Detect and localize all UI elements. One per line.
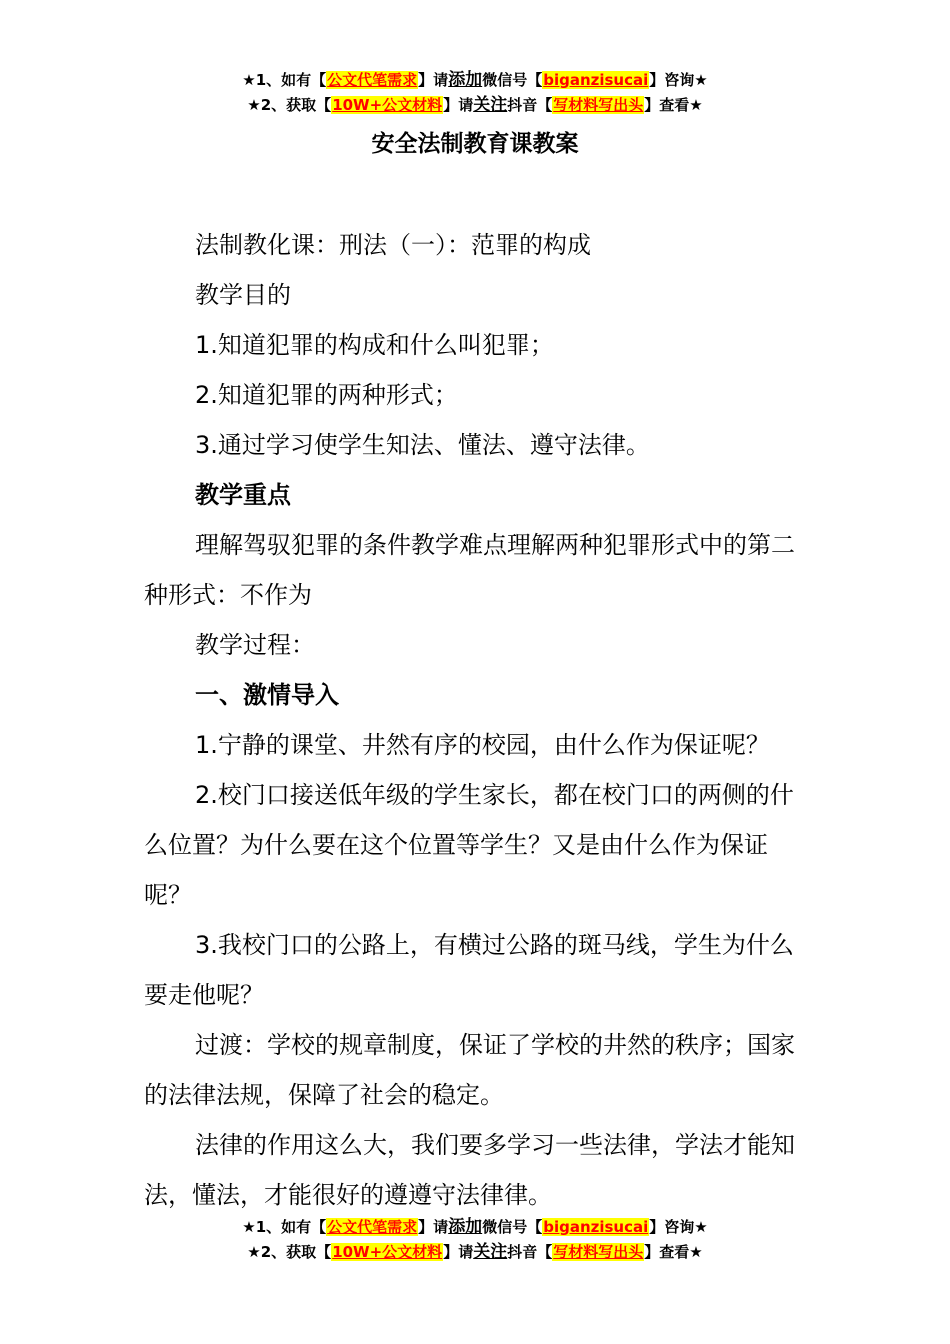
promo-text: 】请	[418, 71, 449, 89]
section-key-points-heading: 教学重点	[195, 481, 291, 509]
promo-text: 】查看★	[644, 96, 703, 114]
promo-highlight: biganzisucai	[543, 71, 649, 89]
objective-item: 2.知道犯罪的两种形式；	[195, 381, 458, 409]
promo-highlight: 写材料写出头	[553, 1243, 644, 1261]
promo-highlight: 公文代笔需求	[327, 1218, 418, 1236]
document-title: 安全法制教育课教案	[371, 131, 579, 157]
promo-text: 微信号【	[482, 71, 543, 89]
promo-line-2	[0, 93, 950, 118]
promo-line-1	[0, 1215, 950, 1240]
promo-text: 】咨询★	[649, 71, 708, 89]
promo-notice-header	[0, 68, 950, 118]
promo-text: 微信号【	[482, 1218, 543, 1236]
question-item: 1.宁静的课堂、井然有序的校园，由什么作为保证呢？	[195, 731, 770, 759]
promo-underlined: 添加	[448, 1217, 483, 1237]
promo-text: ★2、获取【	[247, 1243, 332, 1261]
promo-text: ★1、如有【	[242, 1218, 327, 1236]
promo-highlight: 公文代笔需求	[327, 71, 418, 89]
promo-line-2	[0, 1240, 950, 1265]
promo-highlight: 10W+公文材料	[332, 1243, 443, 1261]
promo-underlined: 关注	[473, 1242, 508, 1262]
section-objectives-heading: 教学目的	[195, 281, 291, 309]
objective-item: 1.知道犯罪的构成和什么叫犯罪；	[195, 331, 554, 359]
promo-text: 】咨询★	[649, 1218, 708, 1236]
promo-highlight: 写材料写出头	[553, 96, 644, 114]
promo-notice-footer	[0, 1215, 950, 1265]
subsection-intro-heading: 一、激情导入	[195, 681, 339, 709]
promo-highlight: 10W+公文材料	[332, 96, 443, 114]
question-item: 3.我校门口的公路上，有横过公路的斑马线，学生为什么要走他呢？	[144, 931, 794, 1009]
promo-text: 】请	[418, 1218, 449, 1236]
promo-text: 】查看★	[644, 1243, 703, 1261]
transition-paragraph: 过渡：学校的规章制度，保证了学校的井然的秩序；国家的法律法规，保障了社会的稳定。	[144, 1031, 795, 1109]
promo-text: 抖音【	[507, 1243, 553, 1261]
promo-highlight: biganzisucai	[543, 1218, 649, 1236]
promo-text: ★2、获取【	[247, 96, 332, 114]
promo-underlined: 关注	[473, 95, 508, 115]
promo-underlined: 添加	[448, 70, 483, 90]
promo-text: 】请	[443, 96, 474, 114]
objective-item: 3.通过学习使学生知法、懂法、遵守法律。	[195, 431, 650, 459]
key-points-paragraph: 理解驾驭犯罪的条件教学难点理解两种犯罪形式中的第二种形式：不作为	[144, 531, 795, 609]
body-paragraph: 法律的作用这么大，我们要多学习一些法律，学法才能知法，懂法，才能很好的遵遵守法律律。	[144, 1131, 795, 1209]
document-body	[144, 220, 809, 1220]
promo-text: ★1、如有【	[242, 71, 327, 89]
question-item: 2.校门口接送低年级的学生家长，都在校门口的两侧的什么位置？为什么要在这个位置等学生？又是由什么作为保证呢？	[144, 781, 794, 909]
promo-text: 抖音【	[507, 96, 553, 114]
course-heading: 法制教化课：刑法（一）：范罪的构成	[195, 231, 591, 259]
promo-line-1	[0, 68, 950, 93]
section-process-heading: 教学过程：	[195, 631, 315, 659]
promo-text: 】请	[443, 1243, 474, 1261]
